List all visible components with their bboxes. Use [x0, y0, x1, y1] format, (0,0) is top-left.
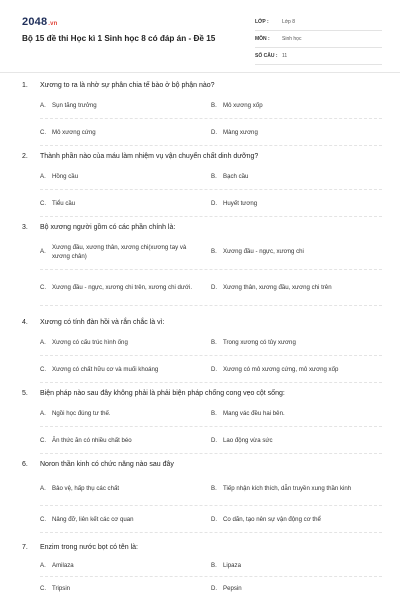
option-key: A.	[40, 409, 46, 417]
option-text: Hồng cầu	[52, 172, 79, 180]
option-b[interactable]	[211, 471, 382, 505]
question-stem	[22, 542, 382, 554]
option-key: C.	[40, 199, 47, 207]
meta-value: Lớp 8	[282, 19, 296, 25]
option-text: Tiểu cầu	[52, 199, 76, 207]
option-c[interactable]	[40, 427, 211, 453]
option-key: B.	[211, 338, 217, 346]
option-c[interactable]	[40, 270, 211, 305]
option-text: Xương đầu, xương thân, xương chi(xương tay và xương chân)	[52, 243, 187, 260]
option-row	[40, 190, 382, 217]
site-logo[interactable]	[22, 16, 58, 28]
question-number: 7.	[22, 544, 28, 551]
option-key: A.	[40, 484, 46, 492]
option-key: B.	[211, 248, 217, 255]
option-text: Xương có mô xương cứng, mô xương xốp	[223, 365, 339, 373]
meta-row-class	[255, 14, 382, 31]
option-text: Amilaza	[52, 561, 74, 569]
option-row	[40, 119, 382, 146]
meta-key: SỐ CÂU :	[255, 53, 278, 59]
option-d[interactable]	[211, 427, 382, 453]
option-text: Bạch cầu	[223, 172, 249, 180]
question-text: Biện pháp nào sau đây không phải là phải biện pháp chống cong vẹo cột sống:	[40, 390, 285, 397]
option-key: A.	[40, 561, 46, 569]
question-number: 4.	[22, 319, 28, 326]
option-row	[40, 92, 382, 119]
question-1	[22, 80, 382, 146]
option-text: Tiếp nhận kích thích, dẫn truyền xung thần kinh	[223, 484, 352, 492]
question-4	[22, 317, 382, 383]
option-d[interactable]	[211, 190, 382, 216]
option-text: Mang vác đều hai bên.	[223, 409, 285, 417]
option-row	[40, 270, 382, 306]
meta-value: 11	[282, 53, 288, 59]
option-text: Co dãn, tạo nên sự vận động cơ thể	[223, 515, 321, 523]
option-c[interactable]	[40, 119, 211, 145]
option-text: Ăn thức ăn có nhiều chất béo	[52, 436, 132, 444]
meta-key: MÔN :	[255, 36, 270, 42]
option-d[interactable]	[211, 506, 382, 532]
meta-row-count	[255, 48, 382, 65]
option-text: Xương có cấu trúc hình ống	[52, 338, 128, 346]
option-row	[40, 356, 382, 383]
answer-options	[40, 471, 382, 533]
option-text: Mô xương xốp	[223, 101, 263, 109]
option-key: A.	[40, 172, 46, 180]
option-key: B.	[211, 172, 217, 180]
meta-key: LỚP :	[255, 19, 269, 25]
option-key: B.	[211, 101, 217, 109]
answer-options	[40, 234, 382, 306]
option-text: Lipaza	[223, 561, 241, 569]
option-key: D.	[211, 128, 218, 136]
answer-options	[40, 554, 382, 599]
option-text: Xương có chất hữu cơ và muối khoáng	[52, 365, 159, 373]
option-key: C.	[40, 515, 47, 523]
answer-options	[40, 92, 382, 146]
option-row	[40, 554, 382, 577]
option-row	[40, 234, 382, 270]
option-row	[40, 471, 382, 506]
question-stem	[22, 222, 382, 234]
option-key: B.	[211, 561, 217, 569]
option-a[interactable]	[40, 163, 211, 189]
option-a[interactable]	[40, 554, 211, 576]
option-b[interactable]	[211, 400, 382, 426]
header-divider	[0, 72, 400, 73]
question-number: 5.	[22, 390, 28, 397]
meta-value: Sinh học	[282, 36, 302, 42]
option-text: Nâng đỡ, liên kết các cơ quan	[52, 515, 134, 523]
option-row	[40, 427, 382, 454]
option-key: B.	[211, 409, 217, 417]
question-text: Xương có tính đàn hồi và rắn chắc là vì:	[40, 319, 165, 326]
option-a[interactable]	[40, 471, 211, 505]
option-text: Sụn tăng trưởng	[52, 101, 97, 109]
question-5	[22, 388, 382, 454]
question-number: 6.	[22, 461, 28, 468]
question-number: 2.	[22, 153, 28, 160]
option-key: D.	[211, 365, 218, 373]
option-a[interactable]	[40, 234, 211, 269]
option-key: C.	[40, 436, 47, 444]
option-d[interactable]	[211, 270, 382, 305]
question-text: Enzim trong nước bọt có tên là:	[40, 544, 138, 551]
option-key: C.	[40, 365, 47, 373]
option-text: Ngồi học đúng tư thế.	[52, 409, 111, 417]
option-b[interactable]	[211, 234, 382, 269]
option-text: Mô xương cứng	[52, 128, 96, 136]
option-d[interactable]	[211, 577, 382, 599]
option-b[interactable]	[211, 92, 382, 118]
option-row	[40, 506, 382, 533]
option-a[interactable]	[40, 400, 211, 426]
option-row	[40, 329, 382, 356]
option-row	[40, 163, 382, 190]
option-text: Xương thân, xương đầu, xương chi trên	[223, 284, 332, 291]
answer-options	[40, 329, 382, 383]
logo-main: 2048	[22, 16, 48, 28]
option-d[interactable]	[211, 119, 382, 145]
answer-options	[40, 400, 382, 454]
option-c[interactable]	[40, 577, 211, 599]
question-text: Thành phần nào của máu làm nhiệm vụ vận chuyển chất dinh dưỡng?	[40, 153, 259, 160]
question-stem	[22, 388, 382, 400]
option-key: A.	[40, 248, 46, 255]
option-key: D.	[211, 584, 218, 592]
option-text: Huyết tương	[223, 199, 258, 207]
option-key: C.	[40, 284, 47, 291]
question-text: Xương to ra là nhờ sự phân chia tế bào ở bộ phận nào?	[40, 82, 215, 89]
option-key: C.	[40, 584, 47, 592]
option-c[interactable]	[40, 356, 211, 382]
option-row	[40, 400, 382, 427]
option-key: D.	[211, 436, 218, 444]
option-key: A.	[40, 101, 46, 109]
logo-suffix: .vn	[48, 21, 58, 27]
question-number: 1.	[22, 82, 28, 89]
option-key: C.	[40, 128, 47, 136]
option-key: A.	[40, 338, 46, 346]
exam-meta	[255, 14, 382, 65]
option-key: D.	[211, 199, 218, 207]
question-stem	[22, 459, 382, 471]
option-text: Lao động vừa sức	[223, 436, 273, 444]
option-b[interactable]	[211, 163, 382, 189]
option-key: D.	[211, 284, 218, 291]
question-text: Noron thần kinh có chức năng nào sau đây	[40, 461, 174, 468]
option-text: Bảo vệ, hấp thụ các chất	[52, 484, 120, 492]
page-title: Bộ 15 đề thi Học kì 1 Sinh học 8 có đáp án - Đề 15	[22, 34, 216, 43]
meta-row-subject	[255, 31, 382, 48]
option-b[interactable]	[211, 329, 382, 355]
question-2	[22, 151, 382, 217]
option-text: Xương đầu - ngực, xương chi	[223, 248, 304, 255]
option-a[interactable]	[40, 92, 211, 118]
option-text: Tripsin	[52, 584, 71, 592]
question-7	[22, 542, 382, 599]
question-text: Bộ xương người gồm có các phần chính là:	[40, 224, 176, 231]
page-header	[22, 14, 382, 66]
option-b[interactable]	[211, 554, 382, 576]
answer-options	[40, 163, 382, 217]
question-6	[22, 459, 382, 533]
option-row	[40, 577, 382, 599]
option-key: B.	[211, 484, 217, 492]
option-key: D.	[211, 515, 218, 523]
option-text: Xương đầu - ngực, xương chi trên, xương chi dưới.	[52, 284, 193, 291]
option-c[interactable]	[40, 190, 211, 216]
question-stem	[22, 317, 382, 329]
question-stem	[22, 80, 382, 92]
question-3	[22, 222, 382, 306]
option-a[interactable]	[40, 329, 211, 355]
option-text: Màng xương	[223, 128, 258, 136]
option-text: Pepsin	[223, 584, 242, 592]
question-number: 3.	[22, 224, 28, 231]
option-c[interactable]	[40, 506, 211, 532]
option-text: Trong xương có tủy xương	[223, 338, 296, 346]
question-stem	[22, 151, 382, 163]
option-d[interactable]	[211, 356, 382, 382]
